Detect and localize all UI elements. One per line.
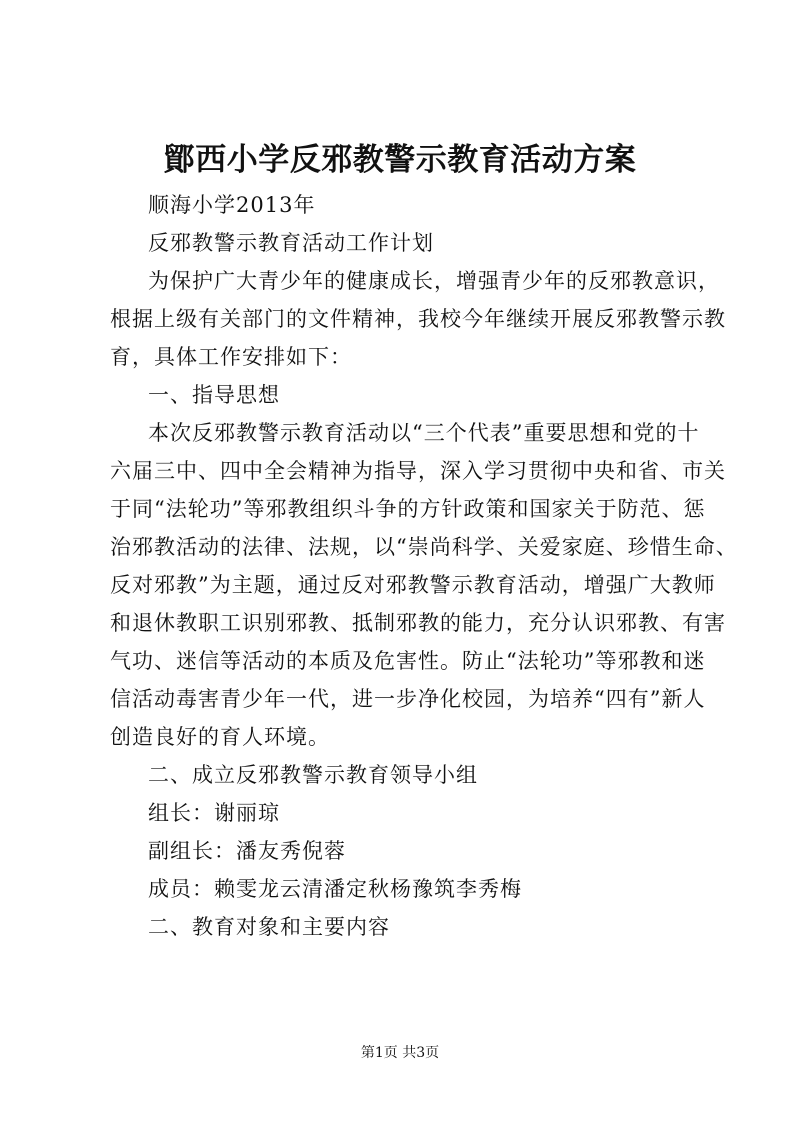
body-line: 治邪教活动的法律、法规，以“崇尚科学、关爱家庭、珍惜生命、 [110,535,738,559]
section-heading: 二、成立反邪教警示教育领导小组 [148,763,478,787]
body-line: 为保护广大青少年的健康成长，增强青少年的反邪教意识， [148,269,720,293]
body-line: 副组长：潘友秀倪蓉 [148,839,346,863]
body-line: 反对邪教”为主题，通过反对邪教警示教育活动，增强广大教师 [110,573,716,597]
page-number-footer: 第1页 共3页 [360,1045,440,1061]
body-line: 根据上级有关部门的文件精神，我校今年继续开展反邪教警示教 [110,307,726,331]
body-line: 信活动毒害青少年一代，进一步净化校园，为培养“四有”新人 [110,687,706,711]
body-line: 顺海小学2013年 [148,193,316,217]
body-line: 育，具体工作安排如下： [110,345,352,369]
body-line: 六届三中、四中全会精神为指导，深入学习贯彻中央和省、市关 [110,459,726,483]
body-line: 组长：谢丽琼 [148,801,280,825]
section-heading: 二、教育对象和主要内容 [148,915,390,939]
body-line: 气功、迷信等活动的本质及危害性。防止“法轮功”等邪教和迷 [110,649,706,673]
body-line: 和退休教职工识别邪教、抵制邪教的能力，充分认识邪教、有害 [110,611,726,635]
section-heading: 一、指导思想 [148,383,280,407]
body-line: 本次反邪教警示教育活动以“三个代表”重要思想和党的十 [148,421,700,445]
document-title: 鄮西小学反邪教警示教育活动方案 [163,142,637,178]
body-line: 创造良好的育人环境。 [110,725,330,749]
body-line: 于同“法轮功”等邪教组织斗争的方针政策和国家关于防范、惩 [110,497,706,521]
body-line: 成员：赖雯龙云清潘定秋杨豫筑李秀梅 [148,877,522,901]
document-body [110,186,738,946]
body-line: 反邪教警示教育活动工作计划 [148,231,434,255]
